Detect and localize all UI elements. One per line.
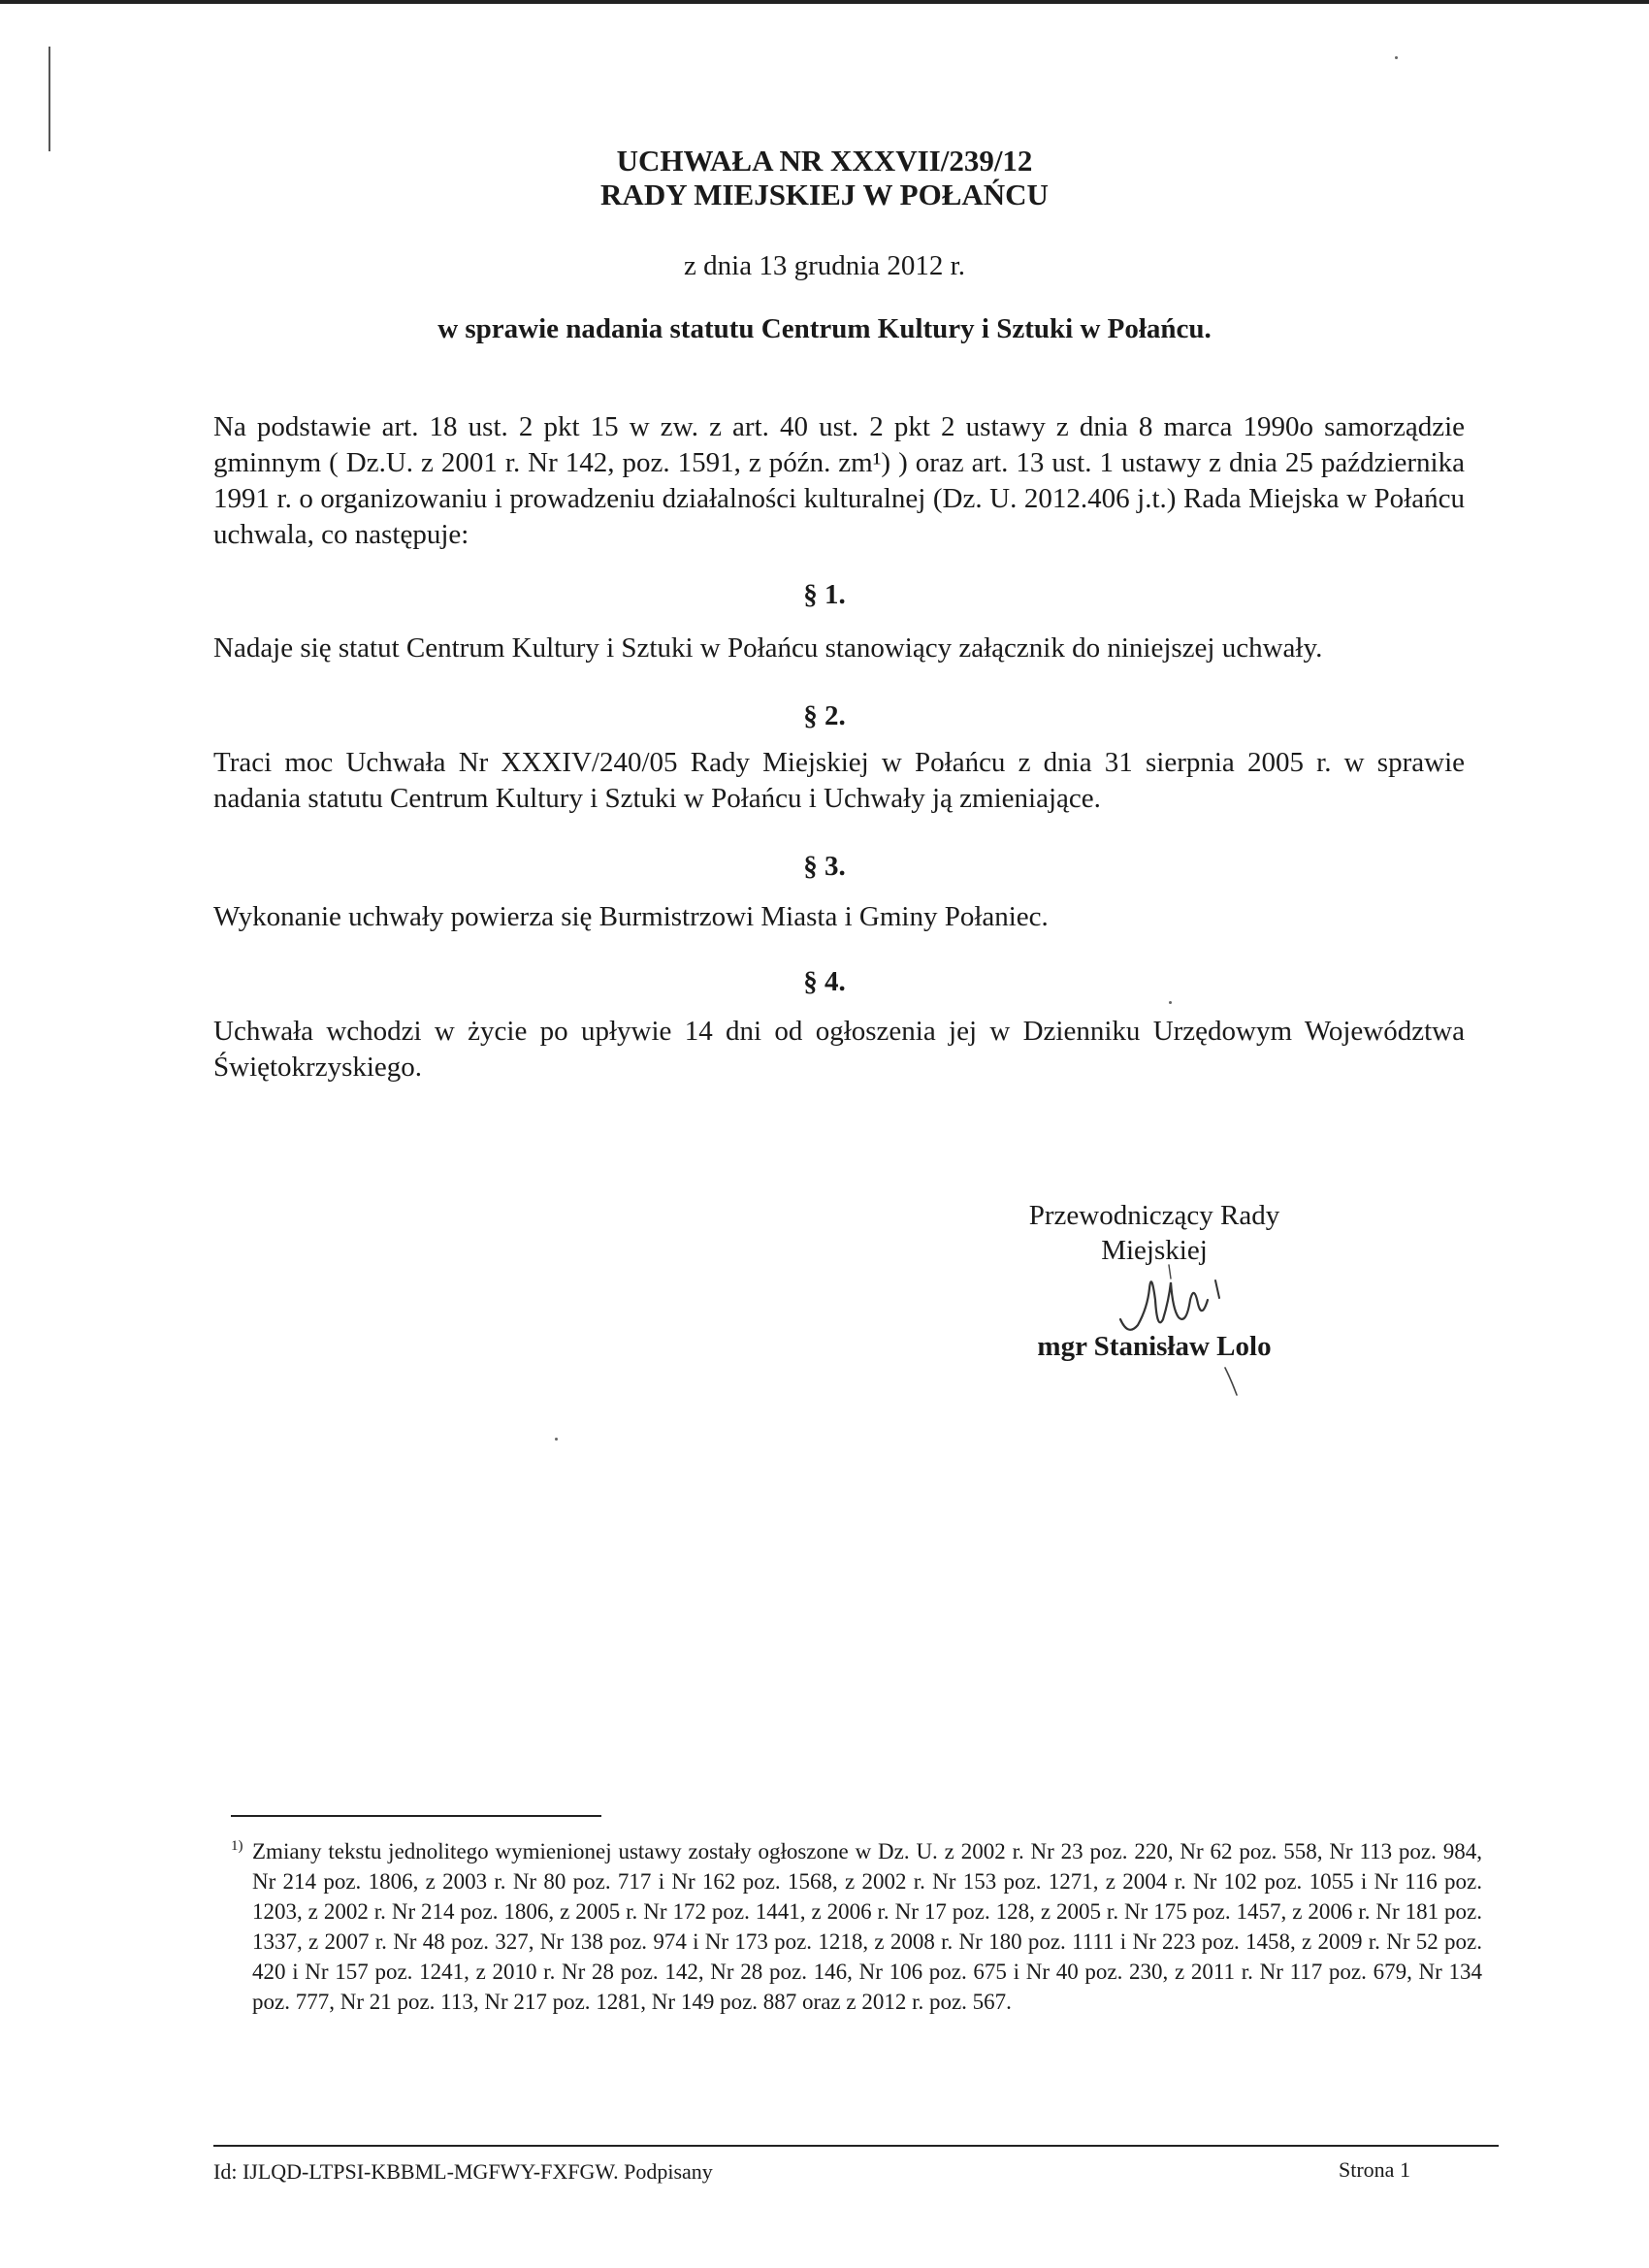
scan-speck [1169, 1001, 1172, 1004]
section-3-number: § 3. [803, 851, 846, 882]
scan-speck [555, 1438, 558, 1441]
scan-speck [1395, 56, 1398, 59]
footnote-text: Zmiany tekstu jednolitego wymienionej ustawy zostały ogłoszone w Dz. U. z 2002 r. Nr 23 poz. 220, Nr 62 poz. 558, Nr 113 poz. 984, Nr 214 poz. 1806, z 2003 r. Nr 80 poz. 717 i Nr 162 poz. 1568, z 2002 r. Nr 153 poz. 1271, z 2004 r. Nr 102 poz. 1055 i Nr 116 poz. 1203, z 2002 r. Nr 214 poz. 1806, z 2005 r. Nr 172 poz. 1441, z 2006 r. Nr 17 poz. 128, z 2005 r. Nr 175 poz. 1457, z 2006 r. Nr 181 poz. 1337, z 2007 r. Nr 48 poz. 327, Nr 138 poz. 974 i Nr 173 poz. 1218, z 2008 r. Nr 180 poz. 1111 i Nr 223 poz. 1458, z 2009 r. Nr 52 poz. 420 i Nr 157 poz. 1241, z 2010 r. Nr 28 poz. 142, Nr 28 poz. 146, Nr 106 poz. 675 i Nr 40 poz. 230, z 2011 r. Nr 117 poz. 679, Nr 134 poz. 777, Nr 21 poz. 113, Nr 217 poz. 1281, Nr 149 poz. 887 oraz z 2012 r. poz. 567. [252, 1838, 1482, 2014]
section-3-text: Wykonanie uchwały powierza się Burmistrzowi Miasta i Gminy Połaniec. [213, 901, 1049, 932]
section-1-number: § 1. [803, 579, 846, 610]
document-id: Id: IJLQD-LTPSI-KBBML-MGFWY-FXFGW. Podpisany [213, 2159, 713, 2184]
page-number: Strona 1 [1339, 2157, 1410, 2182]
section-2-text: Traci moc Uchwała Nr XXXIV/240/05 Rady Miejskiej w Połańcu z dnia 31 sierpnia 2005 r. w sprawie nadania statutu Centrum Kultury i Sztuki w Połańcu i Uchwały ją zmieniające. [213, 747, 1465, 814]
preamble-paragraph: Na podstawie art. 18 ust. 2 pkt 15 w zw. z art. 40 ust. 2 pkt 2 ustawy z dnia 8 marca 1990o samorządzie gminnym ( Dz.U. z 2001 r. Nr 142, poz. 1591, z późn. zm¹) ) oraz art. 13 ust. 1 ustawy z dnia 25 października 1991 r. o organizowaniu i prowadzeniu działalności kulturalnej (Dz. U. 2012.406 j.t.) Rada Miejska w Połańcu uchwala, co następuje: [213, 411, 1465, 550]
footnote [231, 1831, 1482, 2017]
section-1-text: Nadaje się statut Centrum Kultury i Sztuki w Połańcu stanowiący załącznik do niniejszej uchwały. [213, 632, 1323, 664]
handwritten-signature [1101, 1261, 1271, 1397]
resolution-date: z dnia 13 grudnia 2012 r. [684, 250, 965, 281]
resolution-subject: w sprawie nadania statutu Centrum Kultury i Sztuki w Połańcu. [437, 313, 1212, 344]
scan-edge-mark [48, 47, 50, 151]
section-4-text: Uchwała wchodzi w życie po upływie 14 dni od ogłoszenia jej w Dzienniku Urzędowym Województwa Świętokrzyskiego. [213, 1016, 1465, 1083]
signatory-role-line2: Miejskiej [1101, 1235, 1208, 1266]
section-4-number: § 4. [803, 966, 846, 997]
signatory-name: mgr Stanisław Lolo [1037, 1331, 1272, 1362]
signatory-role-line1: Przewodniczący Rady [1028, 1200, 1280, 1231]
footnote-separator [231, 1815, 601, 1817]
council-name: RADY MIEJSKIEJ W POŁAŃCU [600, 178, 1049, 211]
resolution-title: UCHWAŁA NR XXXVII/239/12 [616, 144, 1033, 178]
footnote-marker: 1) [231, 1838, 243, 1854]
page-top-border [0, 0, 1649, 4]
section-2-number: § 2. [803, 700, 846, 731]
footer-separator [213, 2145, 1499, 2147]
